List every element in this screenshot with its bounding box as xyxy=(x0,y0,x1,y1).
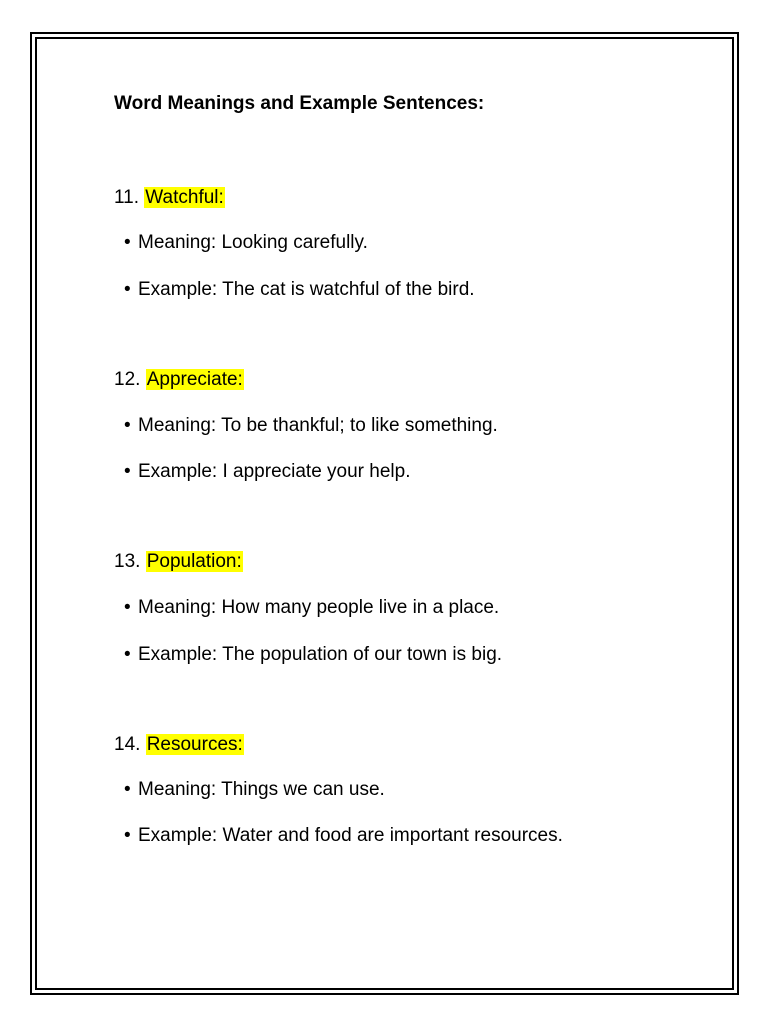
bullet-icon: • xyxy=(124,779,131,800)
example-text: Example: The population of our town is big. xyxy=(138,644,503,665)
example-text: Example: I appreciate your help. xyxy=(138,461,411,482)
entry-number: 11. xyxy=(114,187,140,208)
bullet-icon: • xyxy=(124,825,131,846)
entry-word: Watchful: xyxy=(145,187,224,208)
entry-title xyxy=(114,367,244,393)
bullet-icon: • xyxy=(124,232,131,253)
meaning-bullet xyxy=(124,413,498,439)
entry-word: Appreciate: xyxy=(146,369,243,390)
entry-title xyxy=(114,732,244,758)
example-bullet xyxy=(124,459,411,485)
entry-title xyxy=(114,185,225,211)
meaning-text: Meaning: Looking carefully. xyxy=(138,232,368,253)
entry-word: Resources: xyxy=(146,734,243,755)
example-bullet xyxy=(124,642,502,668)
bullet-icon: • xyxy=(124,461,131,482)
entry-title xyxy=(114,549,243,575)
example-bullet xyxy=(124,277,475,303)
entry-number: 14. xyxy=(114,734,141,755)
entry-number: 13. xyxy=(114,551,141,572)
meaning-text: Meaning: To be thankful; to like something. xyxy=(138,415,498,436)
example-bullet xyxy=(124,823,563,849)
meaning-bullet xyxy=(124,230,368,256)
meaning-bullet xyxy=(124,595,499,621)
meaning-text: Meaning: How many people live in a place. xyxy=(138,597,500,618)
bullet-icon: • xyxy=(124,597,131,618)
page-heading: Word Meanings and Example Sentences: xyxy=(114,93,485,114)
meaning-bullet xyxy=(124,777,385,803)
bullet-icon: • xyxy=(124,644,131,665)
example-text: Example: Water and food are important resources. xyxy=(138,825,563,846)
entry-number: 12. xyxy=(114,369,141,390)
meaning-text: Meaning: Things we can use. xyxy=(138,779,385,800)
example-text: Example: The cat is watchful of the bird. xyxy=(138,279,475,300)
entry-word: Population: xyxy=(146,551,242,572)
bullet-icon: • xyxy=(124,279,131,300)
bullet-icon: • xyxy=(124,415,131,436)
